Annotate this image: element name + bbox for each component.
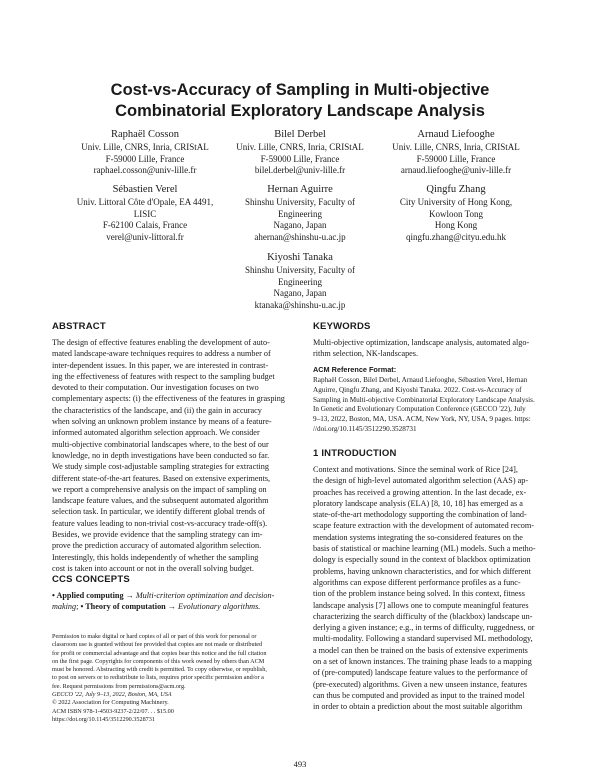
- keywords-heading: KEYWORDS: [313, 321, 371, 332]
- text-line: dology is especially sound in the context of blackbox optimization: [313, 555, 531, 565]
- introduction-heading: 1 INTRODUCTION: [313, 448, 397, 459]
- text-line: different state-of-the-art features. Based on extensive experiments,: [52, 473, 271, 483]
- reference-format-section: [313, 365, 563, 435]
- text-line: in order to obtain a prediction about the most suitable algorithm: [313, 702, 523, 712]
- ccs-concept: • Theory of computation: [80, 602, 166, 612]
- text-line: characterizing the search difficulty of the (blackbox) landscape un-: [313, 611, 533, 621]
- text-line: In Genetic and Evolutionary Computation Conference (GECCO '22), July: [313, 405, 526, 414]
- text-line: Besides, we provide evidence that the sampling strategy can im-: [52, 530, 263, 540]
- doi-link[interactable]: https://doi.org/10.1145/3512290.3528731: [52, 715, 155, 723]
- text-line: on a set of known instances. The training phase leads to a mapping: [313, 657, 532, 667]
- abstract-section: [52, 321, 302, 574]
- author-name: Arnaud Liefooghe: [417, 129, 495, 140]
- text-line: scape feature extraction with the development of automated recom-: [313, 521, 534, 531]
- author-email[interactable]: bilel.derbel@univ-lille.fr: [254, 165, 346, 175]
- conference-line: GECCO '22, July 9–13, 2022, Boston, MA, USA: [52, 691, 172, 699]
- text-line: rithm selection, NK-landscapes.: [313, 349, 419, 359]
- copyright-line: © 2022 Association for Computing Machinery.: [52, 699, 169, 707]
- author-email[interactable]: qingfu.zhang@cityu.edu.hk: [405, 231, 506, 242]
- text-line: informed automated algorithm selection approach. We consider: [52, 428, 260, 438]
- author-email[interactable]: arnaud.liefooghe@univ-lille.fr: [400, 165, 512, 175]
- paper-title: [40, 80, 560, 122]
- text-line: complementary aspects: (i) the effectiveness of the features in grasping: [52, 394, 285, 404]
- text-line: multi-modality. Following a standard supervised ML methodology,: [313, 634, 533, 644]
- abstract-heading: ABSTRACT: [52, 321, 106, 332]
- text-line: (pre-executed) algorithms. Given a new unseen instance, features: [313, 679, 527, 689]
- isbn-line: ACM ISBN 978-1-4503-9237-2/22/07. . . $15.00: [52, 707, 174, 715]
- text-line: Multi-objective optimization, landscape analysis, automated algo-: [313, 338, 530, 347]
- introduction-body: [313, 464, 563, 713]
- text-line: ploratory landscape analysis (ELA) [8, 10, 18] has emerged as a: [313, 498, 523, 508]
- doi-link[interactable]: //doi.org/10.1145/3512290.3528731: [313, 424, 417, 433]
- text-line: multi-objective combinatorial landscapes where, to the best of our: [52, 439, 269, 449]
- text-line: Interestingly, this holds independently of whether the sampling: [52, 552, 259, 562]
- author-affiliation: Shinshu University, Faculty of: [245, 197, 355, 207]
- author-email[interactable]: ktanaka@shinshu-u.ac.jp: [254, 299, 346, 310]
- text-line: cost is taken into account or not in the overall solving budget.: [52, 563, 254, 573]
- author-email[interactable]: verel@univ-littoral.fr: [106, 231, 184, 242]
- author-affiliation: Univ. Lille, CNRS, Inria, CRIStAL: [392, 142, 520, 152]
- text-line: Context and motivations. Since the seminal work of Rice [24],: [313, 465, 518, 474]
- author-block: [215, 251, 385, 311]
- text-line: Sampling in Multi-objective Combinatorial Exploratory Landscape Analysis.: [313, 395, 535, 404]
- author-affiliation-cont: LISIC: [133, 208, 157, 219]
- author-affiliation: Univ. Lille, CNRS, Inria, CRIStAL: [236, 142, 364, 152]
- text-line: classroom use is granted without fee provided that copies are not made or distributed: [52, 641, 263, 649]
- author-location: F-59000 Lille, France: [105, 153, 185, 164]
- text-line: selection task. In particular, we identify different global trends of: [52, 507, 266, 517]
- author-name: Hernan Aguirre: [267, 184, 333, 195]
- text-line: derlying a given instance; e.g., in terms of difficulty, ruggedness, or: [313, 623, 535, 633]
- text-line: problems, having unknown characteristics, and for which different: [313, 566, 531, 576]
- author-location: F-62100 Calais, France: [102, 220, 188, 230]
- author-affiliation: Shinshu University, Faculty of: [245, 265, 355, 275]
- text-line: devoted to their computation. Our investigation focuses on two: [52, 383, 259, 393]
- title-line-1: Cost-vs-Accuracy of Sampling in Multi-objective: [110, 81, 490, 99]
- abstract-body: [52, 337, 302, 574]
- text-line: mated landscape-aware techniques requires to address a number of: [52, 349, 271, 359]
- permission-text: [52, 633, 302, 724]
- author-location: F-59000 Lille, France: [416, 153, 496, 164]
- text-line: the characteristics of the landscape, and (ii) the gain in accuracy: [52, 405, 262, 415]
- ccs-concept-detail: making: [52, 602, 77, 612]
- ccs-concept-detail: → Evolutionary algorithms.: [167, 602, 261, 612]
- author-block: [215, 128, 385, 177]
- author-affiliation-cont: Kowloon Tong: [429, 208, 483, 219]
- text-line: on the first page. Copyrights for components of this work owned by others than ACM: [52, 657, 265, 665]
- author-affiliation-cont: Engineering: [278, 208, 322, 219]
- text-line: knowledge, no in depth investigations have been conducted so far.: [52, 450, 270, 460]
- author-location: Hong Kong: [434, 220, 478, 230]
- text-line: must be honored. Abstracting with credit is permitted. To copy otherwise, or republish,: [52, 666, 267, 674]
- author-affiliation: Univ. Littoral Côte d'Opale, EA 4491,: [76, 197, 214, 207]
- ccs-separator: ;: [76, 602, 81, 612]
- text-line: fee. Request permissions from permissions@acm.org.: [52, 682, 186, 690]
- author-name: Qingfu Zhang: [426, 184, 486, 195]
- text-line: We study simple cost-adjustable sampling strategies for extracting: [52, 462, 269, 472]
- text-line: tion of the problem instance being solved. In this context, fitness: [313, 589, 525, 599]
- title-line-2: Combinatorial Exploratory Landscape Analysis: [115, 102, 485, 120]
- ccs-concept-detail: → Multi-criterion optimization and decision-: [125, 591, 275, 600]
- author-block: [60, 183, 230, 243]
- text-line: a model can then be trained on the basis of extensive experiments: [313, 645, 528, 655]
- author-email[interactable]: raphael.cosson@univ-lille.fr: [93, 165, 197, 175]
- text-line: 9–13, 2022, Boston, MA, USA. ACM, New York, NY, USA, 9 pages. https:: [313, 415, 531, 424]
- text-line: can thus be computed and provided as input to the trained model: [313, 690, 525, 700]
- permission-block: [52, 633, 302, 724]
- author-name: Bilel Derbel: [274, 129, 326, 140]
- text-line: basis of statistical or machine learning (ML) models. Such a metho-: [313, 544, 536, 554]
- ccs-concept: • Applied computing: [52, 591, 124, 600]
- reference-format-body: [313, 376, 563, 435]
- ccs-heading: CCS CONCEPTS: [52, 574, 130, 585]
- text-line: state-of-the-art methodology supporting the combination of land-: [313, 510, 527, 520]
- text-line: algorithms can expose different performance profiles as a func-: [313, 577, 521, 587]
- author-affiliation: Univ. Lille, CNRS, Inria, CRIStAL: [81, 142, 209, 152]
- text-line: inter-dependent issues. In this paper, we are interested in contrast-: [52, 360, 269, 370]
- text-line: landscape analysis [7] allows one to compute meaningful features: [313, 600, 529, 610]
- keywords-body: [313, 337, 563, 360]
- text-line: Aguirre, Qingfu Zhang, and Kiyoshi Tanaka. 2022. Cost-vs-Accuracy of: [313, 385, 522, 394]
- text-line: landscape feature values, and the subsequent automated algorithm: [52, 496, 269, 506]
- author-block: [215, 183, 385, 243]
- text-line: proaches has received a growing attention. In the last decade, ex-: [313, 487, 527, 497]
- text-line: the design of high-level automated algorithm selection (AAS) ap-: [313, 476, 529, 486]
- author-email[interactable]: ahernan@shinshu-u.ac.jp: [254, 231, 346, 242]
- ccs-line-2: [52, 601, 302, 612]
- author-block: [371, 128, 541, 177]
- text-line: to post on servers or to redistribute to lists, requires prior specific permission and/or a: [52, 674, 264, 682]
- text-line: ing the effectiveness of features with respect to the sampling budget: [52, 371, 275, 381]
- author-location: F-59000 Lille, France: [260, 153, 340, 164]
- text-line: we report a comprehensive analysis on the impact of sampling on: [52, 484, 267, 494]
- author-location: Nagano, Japan: [273, 288, 327, 298]
- author-affiliation-cont: Engineering: [278, 276, 322, 287]
- text-line: mendation systems integrating the so-considered features on the: [313, 532, 523, 542]
- author-affiliation: City University of Hong Kong,: [399, 197, 513, 207]
- page-number: 493: [293, 759, 307, 769]
- introduction-section: [313, 448, 563, 713]
- reference-format-heading: ACM Reference Format:: [313, 365, 397, 374]
- text-line: The design of effective features enabling the development of auto-: [52, 338, 270, 347]
- author-block: [371, 183, 541, 243]
- ccs-body: [52, 590, 302, 613]
- author-name: Kiyoshi Tanaka: [267, 252, 333, 263]
- text-line: for profit or commercial advantage and that copies bear this notice and the full citation: [52, 649, 267, 657]
- text-line: feature values leading to non-trivial cost-vs-accuracy trade-off(s).: [52, 518, 268, 528]
- author-name: Raphaël Cosson: [111, 129, 179, 140]
- author-location: Nagano, Japan: [273, 220, 327, 230]
- text-line: when solving an unknown problem instance by means of a feature-: [52, 417, 272, 427]
- author-block: [60, 128, 230, 177]
- text-line: Permission to make digital or hard copies of all or part of this work for personal or: [52, 633, 257, 640]
- ccs-section: [52, 574, 302, 613]
- text-line: of (pre-computed) landscape feature values to the performance of: [313, 668, 528, 678]
- ccs-line-1: [52, 590, 302, 601]
- text-line: Raphaël Cosson, Bilel Derbel, Arnaud Liefooghe, Sébastien Verel, Hernan: [313, 376, 528, 384]
- text-line: prove the prediction accuracy of automated algorithm selection.: [52, 541, 262, 551]
- author-name: Sébastien Verel: [112, 184, 178, 195]
- keywords-section: [313, 321, 563, 360]
